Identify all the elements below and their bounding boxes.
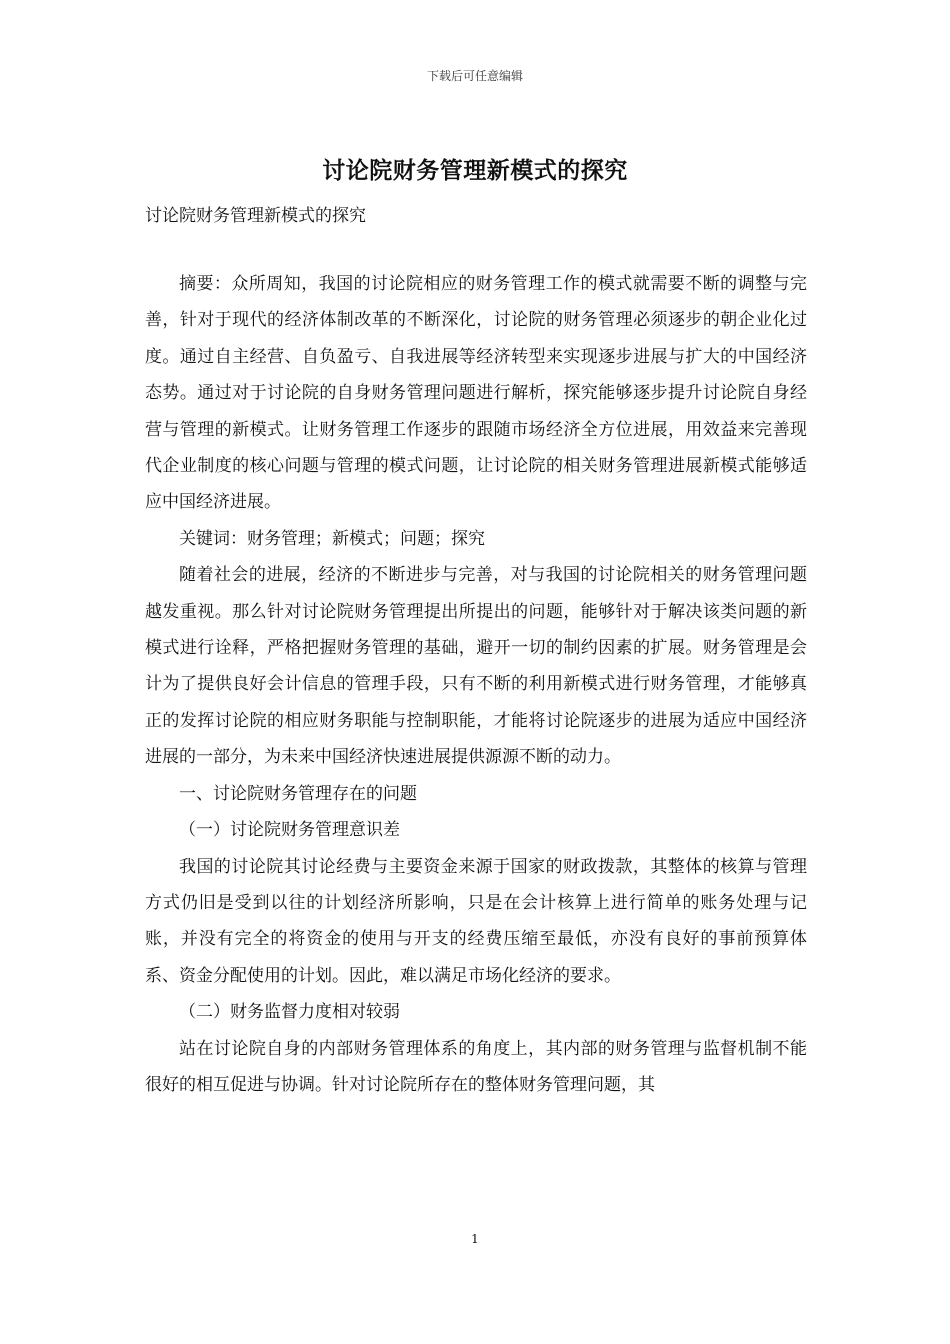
body-paragraph: 我国的讨论院其讨论经费与主要资金来源于国家的财政拨款，其整体的核算与管理方式仍旧是受到以往的计划经济所影响，只是在会计核算上进行简单的账务处理与记账，并没有完全的将资金的使用与开支的经费压缩至最低，亦没有良好的事前预算体系、资金分配使用的计划。因此，难以满足市场化经济的要求。 (145, 856, 807, 986)
abstract-paragraph: 摘要：众所周知，我国的讨论院相应的财务管理工作的模式就需要不断的调整与完善，针对于现代的经济体制改革的不断深化，讨论院的财务管理必须逐步的朝企业化过度。通过自主经营、自负盈亏、自我进展等经济转型来实现逐步进展与扩大的中国经济态势。通过对于讨论院的自身财务管理问题进行解析，探究能够逐步提升讨论院自身经营与管理的新模式。让财务管理工作逐步的跟随市场经济全方位进展，用效益来完善现代企业制度的核心问题与管理的模式问题，让讨论院的相关财务管理进展新模式能够适应中国经济进展。 (145, 274, 807, 513)
keywords-paragraph: 关键词：财务管理；新模式；问题；探究 (179, 528, 485, 549)
document-subtitle: 讨论院财务管理新模式的探究 (145, 206, 366, 226)
body-paragraph: 站在讨论院自身的内部财务管理体系的角度上，其内部的财务管理与监督机制不能很好的相互促进与协调。针对讨论院所存在的整体财务管理问题，其 (145, 1038, 807, 1095)
intro-paragraph: 随着社会的进展，经济的不断进步与完善，对与我国的讨论院相关的财务管理问题越发重视。那么针对讨论院财务管理提出所提出的问题，能够针对于解决该类问题的新模式进行诠释，严格把握财务管理的基础，避开一切的制约因素的扩展。财务管理是会计为了提供良好会计信息的管理手段，只有不断的利用新模式进行财务管理，才能够真正的发挥讨论院的相应财务职能与控制职能，才能将讨论院逐步的进展为适应中国经济进展的一部分，为未来中国经济快速进展提供源源不断的动力。 (145, 565, 807, 768)
page-number: 1 (471, 1232, 479, 1246)
header-note: 下载后可任意编辑 (426, 69, 523, 83)
subsection-heading: （一）讨论院财务管理意识差 (179, 820, 400, 841)
document-body (145, 266, 807, 1103)
section-heading: 一、讨论院财务管理存在的问题 (179, 783, 417, 804)
document-title: 讨论院财务管理新模式的探究 (322, 157, 628, 184)
subsection-heading: （二）财务监督力度相对较弱 (179, 1002, 400, 1023)
